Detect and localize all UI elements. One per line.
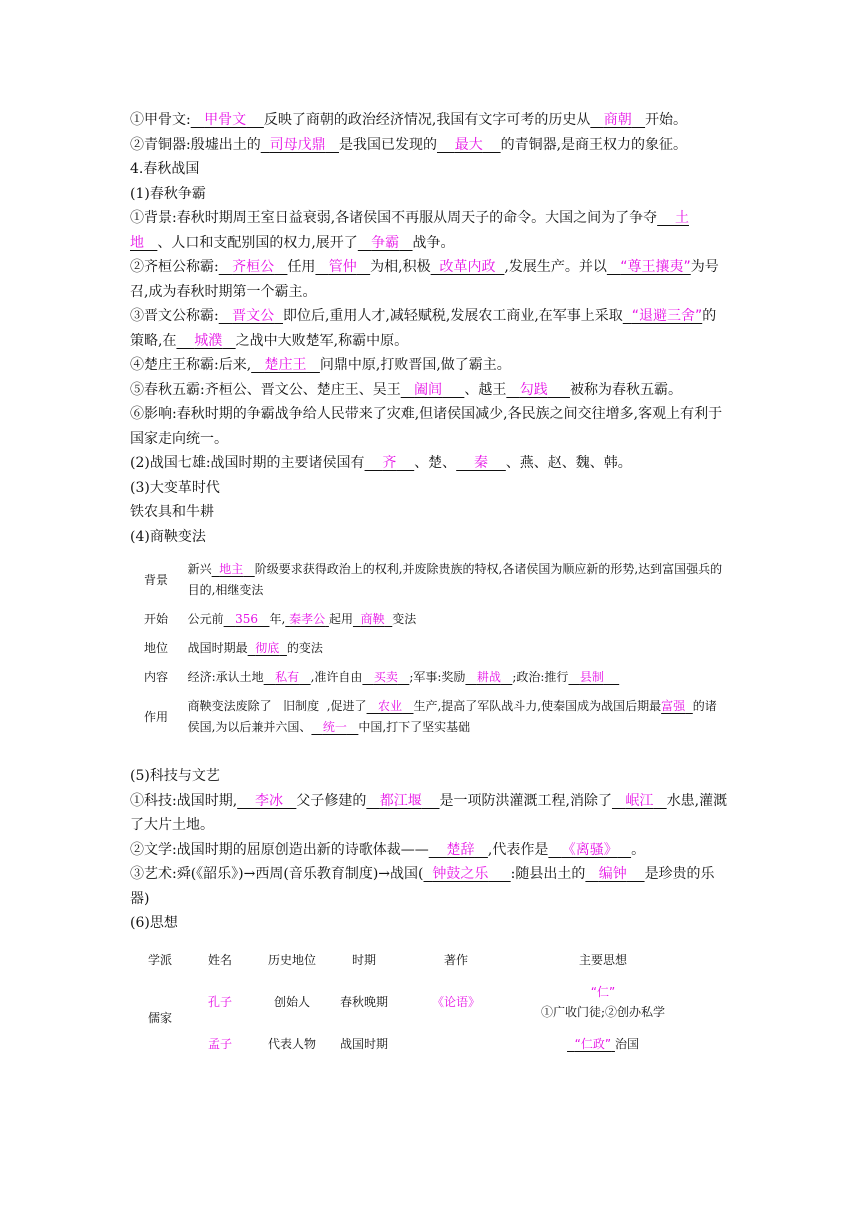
answer: 秦孝公 [289, 612, 326, 626]
text: 变法 [392, 612, 417, 626]
text: ,准许自由 [310, 670, 363, 684]
seven-states-line [130, 451, 730, 476]
document-page [130, 108, 730, 1060]
column-header: 学派 [147, 952, 172, 967]
blank [401, 382, 465, 398]
text: 是珍贵的乐器) [130, 866, 715, 907]
text: 公元前 [187, 612, 224, 626]
text: 、人口和支配别国的权力,展开了 [157, 234, 358, 251]
answer: 甲骨文 [204, 112, 247, 128]
row-header: 地位 [144, 641, 169, 655]
spacer [130, 742, 730, 764]
text: 战争。 [412, 234, 455, 251]
section-heading: 4.春秋战国 [130, 161, 200, 177]
blank [590, 112, 645, 128]
impact-paragraph: ⑥影响:春秋时期的争霸战争给人民带来了灾难,但诸侯国减少,各民族之间交往增多,客观上有利于国家走向统一。 [130, 406, 723, 447]
column-header: 姓名 [207, 952, 232, 967]
answer: 秦 [474, 455, 488, 471]
answer: 地主 [219, 562, 244, 576]
table-row [138, 663, 730, 692]
text: 的青铜器,是商王权力的象征。 [500, 136, 688, 153]
answer: 改革内政 [439, 259, 496, 275]
text: 生产,提高了军队战斗力,使秦国成为战国后期最 [413, 699, 662, 713]
text: 、越王 [464, 381, 507, 398]
text: 为号召,成为春秋时期第一个霸主。 [130, 259, 719, 300]
answer: 富强 [661, 699, 686, 713]
table-header-row [136, 944, 694, 976]
text: ,促进了 [326, 699, 367, 713]
answer: 最大 [454, 136, 483, 153]
blank [465, 670, 512, 684]
literature-line [130, 838, 730, 863]
art-paragraph [130, 862, 730, 911]
row-header: 开始 [144, 612, 169, 626]
text: 是一项防洪灌溉工程,消除了 [439, 792, 612, 809]
tech-paragraph [130, 789, 730, 838]
text: ,代表作是 [487, 841, 549, 858]
text: ;政治:推行 [512, 670, 569, 684]
answer: 土地 [130, 210, 689, 251]
five-hegemons-line [130, 378, 730, 403]
period-cell: 春秋晚期 [339, 994, 388, 1009]
answer: 钟鼓之乐 [432, 866, 489, 882]
answer: 齐 [382, 455, 397, 471]
blank [219, 259, 288, 275]
answer: “仁” [590, 984, 616, 999]
answer: 管仲 [328, 259, 357, 275]
blank [367, 699, 414, 713]
answer: 都江堰 [379, 792, 422, 809]
answer: 商朝 [603, 112, 632, 128]
text: 。 [631, 841, 646, 858]
answer: 农业 [378, 699, 403, 713]
jin-paragraph [130, 304, 730, 353]
answer: 楚辞 [446, 841, 475, 858]
table-row [138, 555, 730, 605]
table-cell [182, 605, 730, 634]
name-cell: 孟子 [207, 1036, 232, 1051]
blank [285, 612, 329, 626]
text: ;军事:奖励 [409, 670, 466, 684]
blank [353, 612, 392, 626]
answer: 晋文公 [232, 308, 275, 324]
text: 被称为春秋五霸。 [569, 381, 682, 398]
blank [212, 562, 255, 576]
text: ②文学:战国时期的屈原创造出新的诗歌体裁—— [130, 841, 429, 858]
answer: 买卖 [373, 670, 398, 684]
text: ①背景:春秋时期周王室日益衰弱,各诸侯国不再服从周天子的命令。大国之间为了争夺 [130, 210, 658, 226]
text: 经济:承认土地 [187, 670, 264, 684]
subsection-heading: (3)大变革时代 [130, 479, 220, 496]
text: 开始。 [645, 112, 688, 128]
blank [237, 793, 296, 809]
qi-paragraph [130, 255, 730, 304]
text: 新兴 [187, 562, 212, 576]
row-header: 作用 [144, 709, 169, 724]
blank [311, 720, 358, 734]
answer: 统一 [322, 720, 347, 734]
answer: 编钟 [598, 866, 627, 882]
text: 即位后,重用人才,减轻赋税,发展农工商业,在军事上采取 [282, 308, 623, 324]
blank [548, 842, 631, 858]
text: 商鞅变法废除了 [187, 699, 272, 713]
answer: 城濮 [194, 332, 223, 349]
blank [429, 842, 488, 858]
text: ,发展生产。并以 [504, 259, 607, 275]
blank [219, 308, 283, 324]
row-header: 内容 [144, 670, 169, 684]
text: 战国时期最 [187, 641, 248, 655]
blank [506, 382, 570, 398]
blank [264, 670, 311, 684]
text: 为相,积极 [370, 259, 431, 275]
text: 的变法 [286, 641, 323, 655]
iron-tools-line: 铁农具和牛耕 [130, 504, 214, 520]
text: 问鼎中原,打败晋国,做了霸主。 [319, 357, 511, 373]
text: 中国,打下了坚实基础 [358, 720, 471, 734]
answer: “退避三舍” [631, 308, 703, 324]
blank [424, 866, 511, 882]
chu-line [130, 353, 730, 378]
blank [261, 137, 339, 153]
answer: 356 [235, 612, 258, 626]
table-row [138, 605, 730, 634]
text: 年, [269, 612, 286, 626]
answer: 私有 [275, 670, 300, 684]
oracle-bone-line [130, 108, 730, 133]
answer: 李冰 [254, 792, 283, 809]
column-header: 主要思想 [578, 952, 627, 967]
text: 治国 [614, 1036, 639, 1051]
subsection-heading: (5)科技与文艺 [130, 768, 220, 784]
answer: 楚庄王 [264, 357, 307, 373]
work-cell [400, 1028, 512, 1060]
blank [362, 670, 409, 684]
text: 父子修建的 [296, 792, 367, 809]
table-row [138, 634, 730, 663]
answer: 《离骚》 [561, 841, 618, 858]
answer: 争霸 [371, 234, 400, 251]
idea-cell [512, 976, 694, 1028]
blank [366, 793, 439, 809]
idea-cell [512, 1028, 694, 1060]
text: 之战中大败楚军,称霸中原。 [235, 332, 409, 349]
text: 旧制度 [283, 699, 320, 713]
text: ②齐桓公称霸: [130, 259, 219, 275]
answer: 商鞅 [360, 612, 385, 626]
table-cell [182, 634, 730, 663]
table-cell [182, 663, 730, 692]
text: 、楚、 [414, 455, 457, 471]
table-cell [182, 692, 730, 742]
table-row [136, 1028, 694, 1060]
blank [176, 333, 235, 349]
school-cell: 儒家 [147, 1010, 172, 1025]
work-cell: 《论语》 [431, 994, 480, 1009]
status-cell: 创始人 [273, 994, 310, 1009]
subsection-heading: (1)春秋争霸 [130, 185, 206, 202]
column-header: 历史地位 [267, 952, 316, 967]
blank [568, 670, 619, 684]
blank [365, 455, 415, 471]
answer: 县制 [579, 670, 604, 684]
text: ①科技:战国时期, [130, 792, 238, 809]
blank [567, 1037, 615, 1051]
text: 是我国已发现的 [338, 136, 437, 153]
text: 水患,灌溉了大片土地。 [130, 792, 728, 833]
text: (2)战国七雄:战国时期的主要诸侯国有 [130, 455, 365, 471]
text: ②青铜器:殷墟出土的 [130, 136, 261, 153]
column-header: 著作 [443, 952, 468, 967]
text: 阶级要求获得政治上的权利,并废除贵族的特权,各诸侯国为顺应新的形势,达到富国强兵的目的,相继变法 [187, 562, 723, 597]
blank [358, 235, 413, 251]
answer: 彻底 [255, 641, 280, 655]
text: 起用 [328, 612, 353, 626]
answer: “尊王攘夷” [620, 259, 691, 275]
text: ①甲骨文: [130, 112, 191, 128]
blank [224, 612, 270, 626]
text: :随县出土的 [510, 866, 586, 882]
blank [456, 455, 506, 471]
column-header: 时期 [351, 952, 376, 967]
table-row [138, 692, 730, 742]
blank [612, 793, 667, 809]
table-row [136, 976, 694, 1028]
text: 、燕、赵、魏、韩。 [505, 455, 632, 471]
status-cell: 代表人物 [267, 1036, 316, 1051]
text: 反映了商朝的政治经济情况,我国有文字可考的历史从 [263, 112, 591, 128]
table-cell [182, 555, 730, 605]
name-cell: 孔子 [207, 994, 232, 1009]
text: 任用 [287, 259, 316, 275]
answer: 岷江 [625, 792, 654, 809]
blank [607, 259, 691, 275]
blank [315, 259, 370, 275]
background-paragraph [130, 206, 730, 255]
blank [248, 641, 287, 655]
blank [191, 112, 264, 128]
row-header: 背景 [144, 572, 169, 587]
text: ①广收门徒;②创办私学 [540, 1004, 666, 1019]
text: ⑤春秋五霸:齐桓公、晋文公、楚庄王、吴王 [130, 381, 401, 398]
blank [431, 259, 505, 275]
blank [251, 357, 320, 373]
shang-yang-table [138, 555, 730, 742]
answer: 齐桓公 [232, 259, 275, 275]
text: ③晋文公称霸: [130, 308, 219, 324]
blank [623, 308, 702, 324]
text: 的策略,在 [130, 308, 717, 349]
answer: 勾践 [519, 381, 548, 398]
blank [585, 866, 644, 882]
blank [437, 137, 501, 153]
subsection-heading: (6)思想 [130, 915, 178, 931]
text: ③艺术:舜(《韶乐》)→西周(音乐教育制度)→战国( [130, 866, 424, 882]
text: 的诸侯国,为以后兼并六国、 [187, 699, 717, 734]
answer: “仁政” [574, 1036, 612, 1051]
answer: 阖闾 [414, 381, 443, 398]
thought-table [136, 944, 694, 1060]
text: ④楚庄王称霸:后来, [130, 357, 252, 373]
answer: 耕战 [476, 670, 501, 684]
bronze-line [130, 133, 730, 158]
answer: 司母戊鼎 [269, 136, 326, 153]
blank [661, 699, 693, 713]
subsection-heading: (4)商鞅变法 [130, 528, 206, 545]
period-cell: 战国时期 [339, 1036, 388, 1051]
